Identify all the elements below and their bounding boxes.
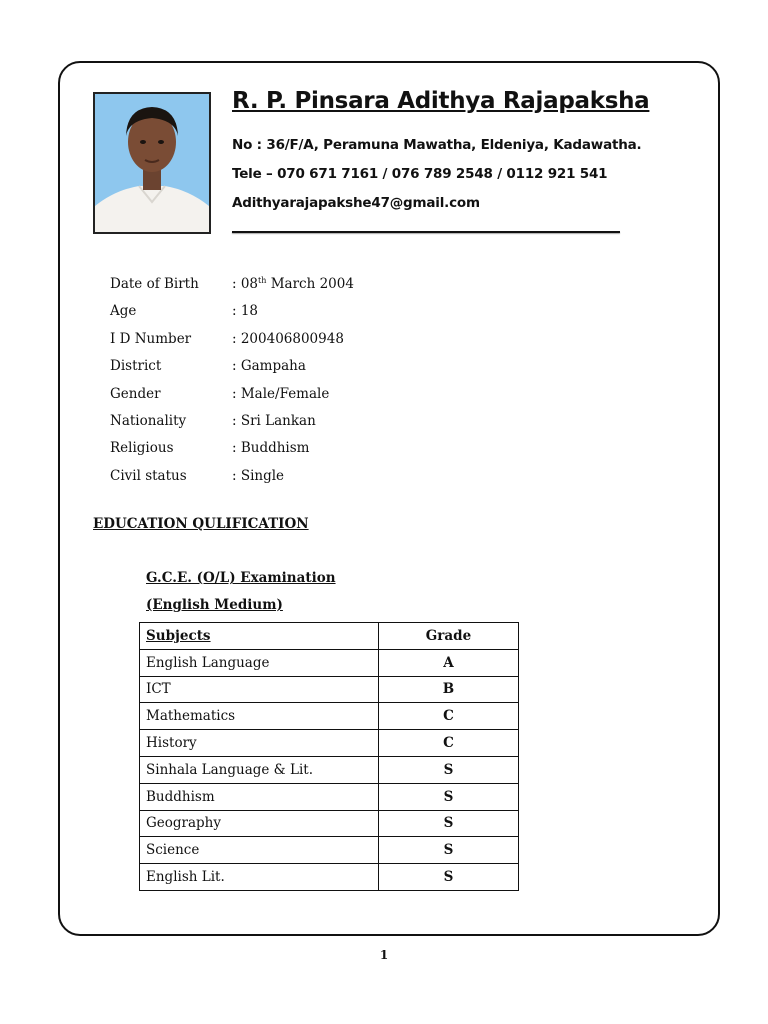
address: No : 36/F/A, Peramuna Mawatha, Eldeniya, Kadawatha. <box>232 137 642 153</box>
detail-label: Religious <box>110 440 174 457</box>
table-row <box>140 676 519 703</box>
exam-medium: (English Medium) <box>146 597 283 613</box>
email-address: Adithyarajapakshe47@gmail.com <box>232 195 480 211</box>
profile-photo <box>93 92 211 234</box>
table-row <box>140 783 519 810</box>
education-heading: EDUCATION QULIFICATION <box>93 516 309 532</box>
grade-cell: S <box>379 756 519 783</box>
detail-value: : 200406800948 <box>232 330 344 347</box>
table-row <box>140 649 519 676</box>
grade-cell: S <box>379 837 519 864</box>
subject-cell: English Lit. <box>140 864 379 891</box>
phone-numbers: Tele – 070 671 7161 / 076 789 2548 / 0112 921 541 <box>232 166 608 182</box>
candidate-name: R. P. Pinsara Adithya Rajapaksha <box>232 88 650 114</box>
header-divider <box>232 231 620 233</box>
table-row <box>140 864 519 891</box>
subject-cell: Buddhism <box>140 783 379 810</box>
detail-label: I D Number <box>110 330 192 347</box>
table-row <box>140 703 519 730</box>
subject-cell: History <box>140 730 379 757</box>
detail-label: Nationality <box>110 413 187 430</box>
grade-cell: A <box>379 649 519 676</box>
personal-details <box>110 271 354 490</box>
results-table <box>139 622 519 891</box>
subject-cell: Mathematics <box>140 703 379 730</box>
grade-cell: C <box>379 703 519 730</box>
grade-cell: S <box>379 783 519 810</box>
detail-value: : 18 <box>232 303 259 320</box>
grade-cell: S <box>379 864 519 891</box>
subject-cell: Geography <box>140 810 379 837</box>
detail-label: Date of Birth <box>110 276 199 292</box>
detail-row-id-number <box>110 326 354 353</box>
detail-label: District <box>110 358 162 375</box>
subject-cell: English Language <box>140 649 379 676</box>
table-row <box>140 837 519 864</box>
grade-cell: B <box>379 676 519 703</box>
detail-value: : Male/Female <box>232 385 330 402</box>
detail-row-age <box>110 298 354 325</box>
detail-row-religion <box>110 435 354 462</box>
column-header-grade: Grade <box>379 623 519 650</box>
detail-label: Civil status <box>110 467 187 484</box>
detail-value: : Buddhism <box>232 440 310 457</box>
detail-row-nationality <box>110 408 354 435</box>
table-row <box>140 810 519 837</box>
table-header-row <box>140 623 519 650</box>
detail-value: : Gampaha <box>232 358 306 375</box>
detail-value: : Sri Lankan <box>232 413 316 430</box>
page-number: 1 <box>379 948 389 962</box>
grade-cell: C <box>379 730 519 757</box>
detail-value: : Single <box>232 467 285 484</box>
grade-cell: S <box>379 810 519 837</box>
subject-cell: Sinhala Language & Lit. <box>140 756 379 783</box>
column-header-subjects: Subjects <box>140 623 379 650</box>
table-row <box>140 730 519 757</box>
subject-cell: ICT <box>140 676 379 703</box>
detail-label: Age <box>110 303 137 320</box>
detail-row-gender <box>110 381 354 408</box>
detail-row-dob <box>110 271 354 298</box>
subject-cell: Science <box>140 837 379 864</box>
detail-row-civil-status <box>110 463 354 490</box>
detail-row-district <box>110 353 354 380</box>
table-row <box>140 756 519 783</box>
detail-label: Gender <box>110 385 161 402</box>
exam-title: G.C.E. (O/L) Examination <box>146 570 336 586</box>
detail-value: : 08th March 2004 <box>232 276 354 292</box>
